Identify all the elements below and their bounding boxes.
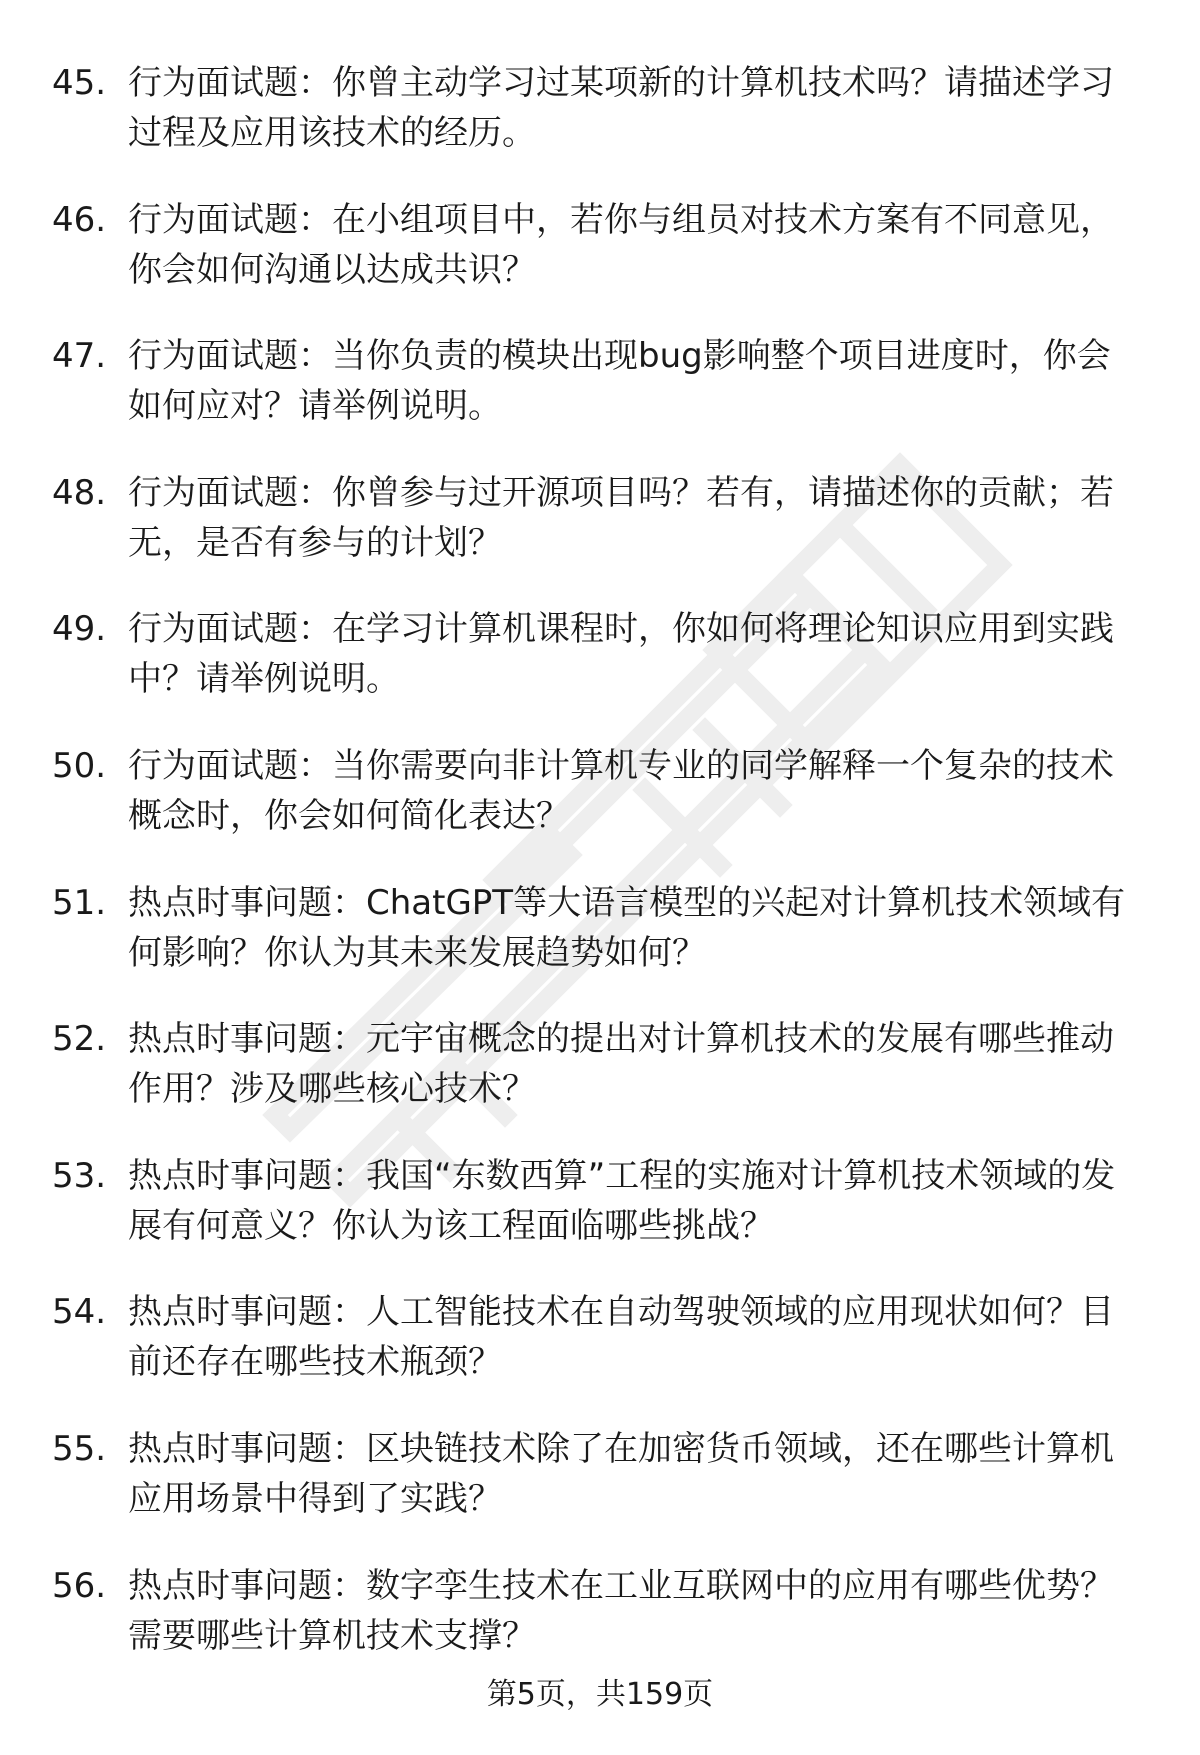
page-number: 第5页，共159页 — [486, 1677, 714, 1712]
question-text: 热点时事问题：人工智能技术在自动驾驶领域的应用现状如何？目前还存在哪些技术瓶颈？ — [128, 1292, 1114, 1383]
list-item — [52, 1424, 1152, 1522]
question-number: 53. — [52, 1155, 107, 1196]
list-item — [52, 1287, 1152, 1385]
question-number: 48. — [52, 472, 107, 513]
question-text: 热点时事问题：数字孪生技术在工业互联网中的应用有哪些优势？需要哪些计算机技术支撑？ — [128, 1565, 1114, 1656]
question-list — [52, 58, 1152, 1697]
list-item — [52, 1151, 1152, 1249]
question-text: 热点时事问题：ChatGPT等大语言模型的兴起对计算机技术领域有何影响？你认为其未来发展趋势如何？ — [128, 882, 1126, 973]
page-footer — [0, 1675, 1200, 1715]
list-item — [52, 195, 1152, 293]
question-text: 行为面试题：你曾参与过开源项目吗？若有，请描述你的贡献；若无，是否有参与的计划？ — [128, 472, 1114, 563]
list-item — [52, 878, 1152, 976]
question-text: 行为面试题：在小组项目中，若你与组员对技术方案有不同意见，你会如何沟通以达成共识？ — [128, 199, 1114, 290]
question-text: 行为面试题：当你负责的模块出现bug影响整个项目进度时，你会如何应对？请举例说明。 — [128, 336, 1111, 427]
question-number: 46. — [52, 199, 107, 240]
question-text: 热点时事问题：元宇宙概念的提出对计算机技术的发展有哪些推动作用？涉及哪些核心技术？ — [128, 1019, 1114, 1110]
list-item — [52, 468, 1152, 566]
question-text: 热点时事问题：我国“东数西算”工程的实施对计算机技术领域的发展有何意义？你认为该工程面临哪些挑战？ — [128, 1155, 1116, 1246]
question-number: 49. — [52, 609, 107, 650]
question-text: 行为面试题：在学习计算机课程时，你如何将理论知识应用到实践中？请举例说明。 — [128, 609, 1114, 700]
list-item — [52, 741, 1152, 839]
list-item — [52, 1561, 1152, 1659]
list-item — [52, 1014, 1152, 1112]
question-number: 50. — [52, 745, 107, 786]
question-number: 51. — [52, 882, 107, 923]
question-number: 52. — [52, 1019, 107, 1060]
list-item — [52, 604, 1152, 702]
list-item — [52, 331, 1152, 429]
list-item — [52, 58, 1152, 156]
question-number: 55. — [52, 1428, 107, 1469]
question-number: 54. — [52, 1292, 107, 1333]
question-text: 行为面试题：当你需要向非计算机专业的同学解释一个复杂的技术概念时，你会如何简化表达？ — [128, 745, 1114, 836]
question-number: 47. — [52, 336, 107, 377]
question-text: 行为面试题：你曾主动学习过某项新的计算机技术吗？请描述学习过程及应用该技术的经历。 — [128, 63, 1114, 153]
question-number: 56. — [52, 1565, 107, 1606]
question-text: 热点时事问题：区块链技术除了在加密货币领域，还在哪些计算机应用场景中得到了实践？ — [128, 1428, 1114, 1519]
question-number: 45. — [52, 63, 107, 103]
